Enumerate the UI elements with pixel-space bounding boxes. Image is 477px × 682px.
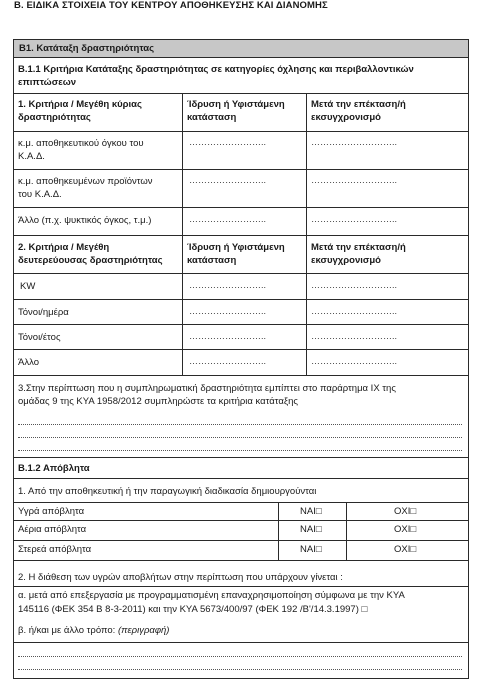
table2-row-border <box>14 273 468 274</box>
waste-row3-no-checkbox[interactable]: ΟΧΙ□ <box>394 544 417 555</box>
table2-row1-value1[interactable]: …………………….. <box>189 280 267 290</box>
q2b-border <box>14 642 468 643</box>
table2-row3-value2[interactable]: ……………………….. <box>311 331 398 341</box>
table2-top-border <box>14 235 468 236</box>
note-answer-line-2[interactable] <box>18 437 462 439</box>
table2-row3-label: Τόνοι/έτος <box>18 332 61 343</box>
table2-col2-header-line1: Ίδρυση ή Υφιστάμενη <box>187 242 285 253</box>
table1-col1-header-line2: δραστηριότητας <box>18 112 91 123</box>
table2-row-border <box>14 349 468 350</box>
b11-heading-line2: επιπτώσεων <box>18 77 77 88</box>
table1-col-divider-2 <box>306 93 307 235</box>
waste-row-border <box>14 540 468 541</box>
note-line2: ομάδας 9 της ΚΥΑ 1958/2012 συμπληρώστε τα κριτήρια κατάταξης <box>18 396 298 407</box>
q2b-answer-line-2[interactable] <box>18 669 462 671</box>
table1-row-border <box>14 169 468 170</box>
table1-row3-value2[interactable]: ……………………….. <box>311 214 398 224</box>
table2-row2-label: Τόνοι/ημέρα <box>18 307 69 318</box>
table2-row4-value1[interactable]: …………………….. <box>189 356 267 366</box>
q2b-italic: (περιγραφή) <box>117 625 170 636</box>
table2-row-border <box>14 324 468 325</box>
b12-question2: 2. Η διάθεση των υγρών αποβλήτων στην περίπτωση που υπάρχουν γίνεται : <box>18 572 343 583</box>
q2a-line1: α. μετά από επεξεργασία με προγραμματισμένη επαναχρησιμοποίηση σύμφωνα με την ΚΥΑ <box>18 590 405 601</box>
table1-col1-header-line1: 1. Κριτήρια / Μεγέθη κύριας <box>18 99 142 110</box>
waste-row2-no-checkbox[interactable]: ΟΧΙ□ <box>394 524 417 535</box>
table1-row-border <box>14 131 468 132</box>
table1-row2-value2[interactable]: ……………………….. <box>311 175 398 185</box>
table1-row3-value1[interactable]: …………………….. <box>189 214 267 224</box>
table1-col2-header-line2: κατάσταση <box>187 112 237 123</box>
document-title: Β. ΕΙΔΙΚΑ ΣΤΟΙΧΕΙΑ ΤΟΥ ΚΕΝΤΡΟΥ ΑΠΟΘΗΚΕΥΣΗΣ ΚΑΙ ΔΙΑΝΟΜΗΣ <box>14 0 328 11</box>
waste-row3-yes-checkbox[interactable]: ΝΑΙ□ <box>300 544 322 555</box>
section-title: Β1. Κατάταξη δραστηριότητας <box>19 43 155 54</box>
table2-col1-header-line1: 2. Κριτήρια / Μεγέθη <box>18 242 110 253</box>
waste-row2-label: Αέρια απόβλητα <box>18 524 87 535</box>
table1-row1-label-line1: κ.μ. αποθηκευτικού όγκου του <box>18 138 144 149</box>
table1-row2-label-line2: του Κ.Α.Δ. <box>18 189 62 200</box>
table1-row2-label-line1: κ.μ. αποθηκευμένων προϊόντων <box>18 176 153 187</box>
table2-col1-header-line2: δευτερεύουσας δραστηριότητας <box>18 255 163 266</box>
waste-row2-yes-checkbox[interactable]: ΝΑΙ□ <box>300 524 322 535</box>
table2-row1-value2[interactable]: ……………………….. <box>311 280 398 290</box>
table2-row-border <box>14 299 468 300</box>
table2-row4-value2[interactable]: ……………………….. <box>311 356 398 366</box>
table2-col-divider-1 <box>182 235 183 375</box>
waste-row1-label: Υγρά απόβλητα <box>18 506 85 517</box>
table1-row2-value1[interactable]: …………………….. <box>189 175 267 185</box>
note-line1: 3.Στην περίπτωση που η συμπληρωματική δραστηριότητα εμπίπτει στο παράρτημα IX της <box>18 383 396 394</box>
b12-top-border <box>14 457 468 458</box>
q2a-line2[interactable]: 145116 (ΦΕΚ 354 Β 8-3-2011) και την ΚΥΑ 5673/400/97 (ΦΕΚ 192 /Β'/14.3.1997) □ <box>18 604 368 615</box>
waste-col-divider-2 <box>346 502 347 560</box>
table1-col3-header-line1: Μετά την επέκταση/ή <box>311 99 406 110</box>
waste-row-border <box>14 520 468 521</box>
note-top-border <box>14 375 468 376</box>
table1-row1-value1[interactable]: …………………….. <box>189 137 267 147</box>
table2-row3-value1[interactable]: …………………….. <box>189 331 267 341</box>
waste-row3-label: Στερεά απόβλητα <box>18 544 92 555</box>
table2-col-divider-2 <box>306 235 307 375</box>
table1-col3-header-line2: εκσυγχρονισμό <box>311 112 381 123</box>
waste-col-divider-1 <box>278 502 279 560</box>
q2b-prefix: β. ή/και με άλλο τρόπο: <box>18 625 118 636</box>
q2-border <box>14 586 468 587</box>
table1-col2-header-line1: Ίδρυση ή Υφιστάμενη <box>187 99 285 110</box>
table1-col-divider-1 <box>182 93 183 235</box>
table2-col3-header-line1: Μετά την επέκταση/ή <box>311 242 406 253</box>
waste-row1-no-checkbox[interactable]: ΟΧΙ□ <box>394 506 417 517</box>
table2-row1-label: KW <box>20 281 36 292</box>
waste-table-bottom <box>14 560 468 561</box>
waste-table-top <box>14 502 468 503</box>
table1-row3-label: Άλλο (π.χ. ψυκτικός όγκος, τ.μ.) <box>18 215 152 226</box>
table1-row1-label-line2: Κ.Α.Δ. <box>18 151 45 162</box>
table1-row-border <box>14 207 468 208</box>
table1-row1-value2[interactable]: ……………………….. <box>311 137 398 147</box>
section-header-bar <box>14 40 468 58</box>
b12-heading-border <box>14 478 468 479</box>
note-answer-line-3[interactable] <box>18 450 462 452</box>
note-answer-line-1[interactable] <box>18 424 462 426</box>
b12-heading: Β.1.2 Απόβλητα <box>18 463 90 474</box>
table2-col3-header-line2: εκσυγχρονισμό <box>311 255 381 266</box>
b11-heading-line1: Β.1.1 Κριτήρια Κατάταξης δραστηριότητας σε κατηγορίες όχλησης και περιβαλλοντικών <box>18 64 414 75</box>
q2b-answer-line-1[interactable] <box>18 656 462 658</box>
table2-row2-value1[interactable]: …………………….. <box>189 306 267 316</box>
table2-row4-label: Άλλο <box>18 357 39 368</box>
table2-col2-header-line2: κατάσταση <box>187 255 237 266</box>
table1-top-border <box>14 93 468 94</box>
q2b-label <box>18 624 169 637</box>
b12-question1: 1. Από την αποθηκευτική ή την παραγωγική διαδικασία δημιουργούνται <box>18 486 317 497</box>
waste-row1-yes-checkbox[interactable]: ΝΑΙ□ <box>300 506 322 517</box>
table2-row2-value2[interactable]: ……………………….. <box>311 306 398 316</box>
